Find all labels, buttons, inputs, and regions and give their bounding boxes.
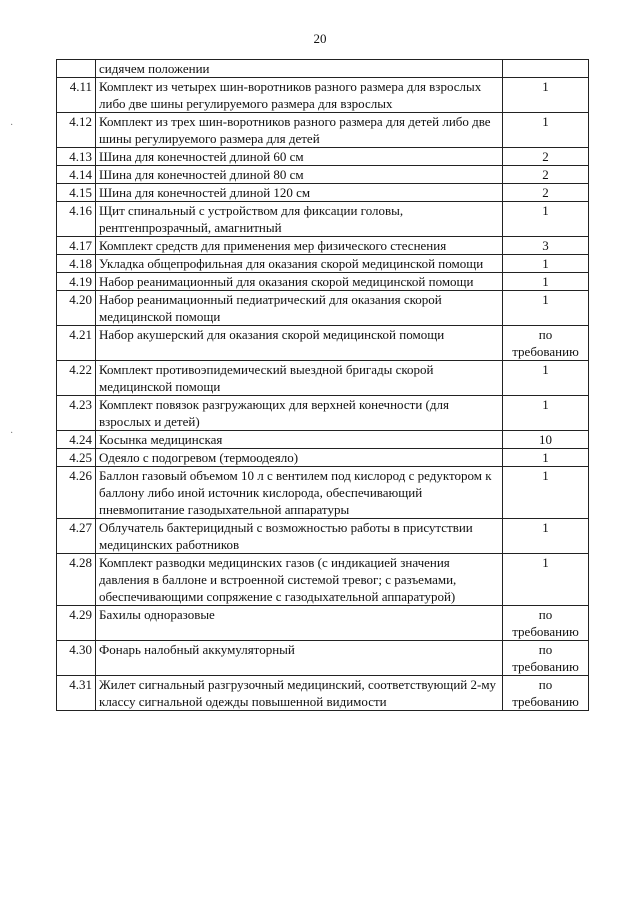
table-row bbox=[57, 166, 589, 184]
row-description: Шина для конечностей длиной 60 см bbox=[96, 148, 503, 166]
row-description: Комплект из четырех шин-воротников разного размера для взрослых либо две шины регулируемого размера для взрослых bbox=[96, 78, 503, 113]
row-number: 4.31 bbox=[57, 676, 96, 711]
table-row bbox=[57, 255, 589, 273]
row-quantity: по требованию bbox=[503, 606, 589, 641]
row-number: 4.16 bbox=[57, 202, 96, 237]
row-number: 4.22 bbox=[57, 361, 96, 396]
row-number: 4.30 bbox=[57, 641, 96, 676]
row-description: Косынка медицинская bbox=[96, 431, 503, 449]
table-row bbox=[57, 431, 589, 449]
equipment-table bbox=[56, 59, 589, 711]
table-row bbox=[57, 78, 589, 113]
row-number: 4.27 bbox=[57, 519, 96, 554]
row-description: Комплект противоэпидемический выездной бригады скорой медицинской помощи bbox=[96, 361, 503, 396]
row-quantity: 1 bbox=[503, 449, 589, 467]
row-quantity: 1 bbox=[503, 396, 589, 431]
margin-mark: · bbox=[10, 120, 14, 131]
row-quantity: 1 bbox=[503, 202, 589, 237]
row-description: Комплект разводки медицинских газов (с индикацией значения давления в баллоне и встроенной системой тревог; с разъемами, обеспечивающими сопряжение с газодыхательной аппаратурой) bbox=[96, 554, 503, 606]
table-row bbox=[57, 519, 589, 554]
row-description: Набор реанимационный для оказания скорой медицинской помощи bbox=[96, 273, 503, 291]
row-number: 4.26 bbox=[57, 467, 96, 519]
row-description: Комплект средств для применения мер физического стеснения bbox=[96, 237, 503, 255]
row-quantity: 1 bbox=[503, 255, 589, 273]
row-number: 4.18 bbox=[57, 255, 96, 273]
table-row bbox=[57, 396, 589, 431]
row-number: 4.12 bbox=[57, 113, 96, 148]
table-row bbox=[57, 676, 589, 711]
row-quantity: 2 bbox=[503, 166, 589, 184]
table-row bbox=[57, 449, 589, 467]
row-quantity: по требованию bbox=[503, 326, 589, 361]
row-number: 4.29 bbox=[57, 606, 96, 641]
row-quantity: 1 bbox=[503, 291, 589, 326]
page-number: 20 bbox=[313, 31, 327, 46]
row-number: 4.13 bbox=[57, 148, 96, 166]
row-number bbox=[57, 60, 96, 78]
row-description: Шина для конечностей длиной 120 см bbox=[96, 184, 503, 202]
row-number: 4.11 bbox=[57, 78, 96, 113]
table-row bbox=[57, 291, 589, 326]
row-number: 4.21 bbox=[57, 326, 96, 361]
row-number: 4.28 bbox=[57, 554, 96, 606]
row-number: 4.23 bbox=[57, 396, 96, 431]
row-quantity: 1 bbox=[503, 78, 589, 113]
row-quantity: по требованию bbox=[503, 676, 589, 711]
table-row bbox=[57, 60, 589, 78]
table-row bbox=[57, 554, 589, 606]
row-quantity: 1 bbox=[503, 273, 589, 291]
row-number: 4.17 bbox=[57, 237, 96, 255]
row-quantity bbox=[503, 60, 589, 78]
row-description: Одеяло с подогревом (термоодеяло) bbox=[96, 449, 503, 467]
table-row bbox=[57, 467, 589, 519]
row-quantity: 3 bbox=[503, 237, 589, 255]
row-quantity: 10 bbox=[503, 431, 589, 449]
row-description: Фонарь налобный аккумуляторный bbox=[96, 641, 503, 676]
table-row bbox=[57, 148, 589, 166]
table-row bbox=[57, 361, 589, 396]
row-description: Жилет сигнальный разгрузочный медицинский, соответствующий 2-му классу сигнальной одежды повышенной видимости bbox=[96, 676, 503, 711]
row-number: 4.25 bbox=[57, 449, 96, 467]
row-description: Бахилы одноразовые bbox=[96, 606, 503, 641]
table-row bbox=[57, 202, 589, 237]
row-description: Комплект из трех шин-воротников разного размера для детей либо две шины регулируемого размера для детей bbox=[96, 113, 503, 148]
row-quantity: 2 bbox=[503, 184, 589, 202]
row-description: Шина для конечностей длиной 80 см bbox=[96, 166, 503, 184]
table-row bbox=[57, 326, 589, 361]
row-quantity: 2 bbox=[503, 148, 589, 166]
table-row bbox=[57, 641, 589, 676]
row-quantity: 1 bbox=[503, 361, 589, 396]
row-description: Укладка общепрофильная для оказания скорой медицинской помощи bbox=[96, 255, 503, 273]
row-quantity: 1 bbox=[503, 113, 589, 148]
row-description: Щит спинальный с устройством для фиксации головы, рентгенпрозрачный, амагнитный bbox=[96, 202, 503, 237]
row-number: 4.24 bbox=[57, 431, 96, 449]
row-number: 4.14 bbox=[57, 166, 96, 184]
table-row bbox=[57, 184, 589, 202]
row-description: сидячем положении bbox=[96, 60, 503, 78]
table-row bbox=[57, 113, 589, 148]
row-description: Набор акушерский для оказания скорой медицинской помощи bbox=[96, 326, 503, 361]
row-number: 4.19 bbox=[57, 273, 96, 291]
row-quantity: 1 bbox=[503, 554, 589, 606]
row-quantity: по требованию bbox=[503, 641, 589, 676]
row-description: Набор реанимационный педиатрический для оказания скорой медицинской помощи bbox=[96, 291, 503, 326]
margin-mark: · bbox=[10, 428, 14, 439]
row-quantity: 1 bbox=[503, 467, 589, 519]
table-row bbox=[57, 237, 589, 255]
row-description: Комплект повязок разгружающих для верхней конечности (для взрослых и детей) bbox=[96, 396, 503, 431]
table-row bbox=[57, 606, 589, 641]
row-quantity: 1 bbox=[503, 519, 589, 554]
row-description: Баллон газовый объемом 10 л с вентилем под кислород с редуктором к баллону либо иной источник кислорода, обеспечивающий пневмопитание газодыхательной аппаратуры bbox=[96, 467, 503, 519]
table-row bbox=[57, 273, 589, 291]
row-description: Облучатель бактерицидный с возможностью работы в присутствии медицинских работников bbox=[96, 519, 503, 554]
row-number: 4.20 bbox=[57, 291, 96, 326]
row-number: 4.15 bbox=[57, 184, 96, 202]
